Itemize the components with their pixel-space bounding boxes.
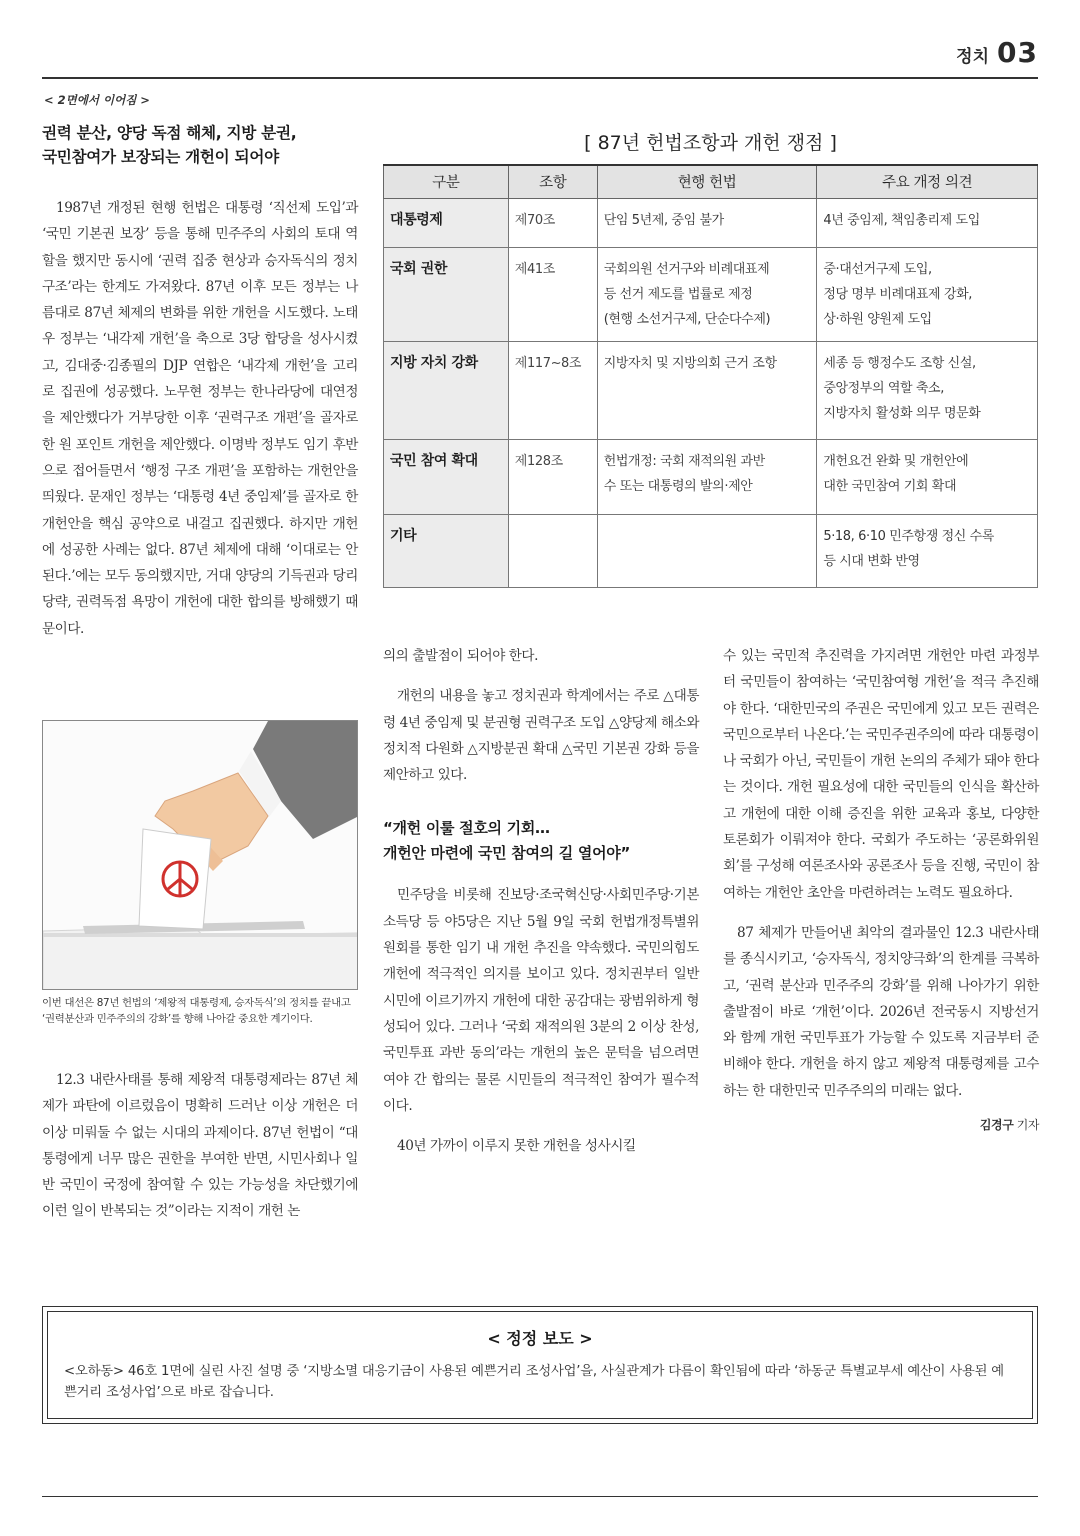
top-rule [42,77,1038,79]
row-category: 국회 권한 [384,247,509,341]
subheading-line-1: “개헌 이룰 절호의 기회… [383,819,550,838]
byline [723,1112,1039,1138]
table-row [384,247,1038,341]
cell-line: 국회의원 선거구와 비례대표제 [603,261,770,277]
cell-line: 개헌요건 완화 및 개헌안에 [823,453,969,469]
body-paragraph: 12.3 내란사태를 통해 제왕적 대통령제라는 87년 체제가 파탄에 이르렀음이 명확히 드러난 이상 개헌은 더 이상 미뤄둘 수 없는 시대의 과제이다. 87년 헌법이 “대통령에게 너무 많은 권한을 부여한 반면, 시민사회나 일반 국민이 국정에 참여할 수 있는 가능성을 차단했기에 이런 일이 반복되는 것”이라는 지적이 개헌 논 [42,1072,358,1220]
subheading-line-2: 개헌안 마련에 국민 참여의 길 열어야” [383,844,631,863]
row-proposal [817,341,1038,439]
table-row [384,439,1038,514]
cell-line: 헌법개정: 국회 재적의원 과반 [603,453,765,469]
cell-line: 등 선거 제도를 법률로 제정 [603,286,753,302]
column-1-bottom [42,1067,358,1225]
correction-inner [47,1311,1033,1419]
table-row [384,514,1038,587]
cell-line: (현행 소선거구제, 단순다수제) [603,311,771,327]
row-current [597,439,817,514]
table-row [384,341,1038,439]
cell-line: 세종 등 행정수도 조항 신설, [823,355,976,371]
cell-line: 대한 국민참여 기회 확대 [823,478,957,494]
reporter-role: 기자 [1013,1118,1039,1133]
cell-line: 정당 명부 비례대표제 강화, [823,286,972,302]
cell-line: 4년 중임제, 책임총리제 도입 [823,212,980,228]
col-header: 조항 [508,165,597,198]
column-3 [723,643,1039,1138]
ballot-photo [42,720,358,990]
cell-line: 단임 5년제, 중임 불가 [603,212,724,228]
cell-line: 5·18, 6·10 민주항쟁 정신 수록 [823,528,994,544]
row-article: 제128조 [508,439,597,514]
continued-note: < 2면에서 이어짐 > [44,93,150,107]
row-article: 제70조 [508,198,597,247]
page-header [956,36,1038,69]
row-proposal [817,514,1038,587]
cell-line: 지방자치 활성화 의무 명문화 [823,405,981,421]
row-category: 기타 [384,514,509,587]
table-header-row [384,165,1038,198]
page-number: 03 [997,36,1038,69]
row-current [597,341,817,439]
cell-line: 중·대선거구제 도입, [823,261,932,277]
reporter-name: 김경구 [979,1118,1014,1133]
section-name: 정치 [956,47,990,67]
correction-title: < 정정 보도 > [487,1329,593,1348]
body-paragraph: 수 있는 국민적 추진력을 가지려면 개헌안 마련 과정부터 국민들이 참여하는 ‘국민참여형 개헌’을 적극 추진해야 한다. ‘대한민국의 주권은 국민에게 있고 모든 권력은 국민으로부터 나온다.’는 국민주권주의에 따라 대통령이나 국회가 아닌, 국민들이 개헌 논의의 주체가 돼야 한다는 것이다. 개헌 필요성에 대한 국민들의 인식을 확산하고 개헌에 대한 이해 증진을 위한 교육과 홍보, 다양한 토론회가 이뤄져야 한다. 국회가 주도하는 ‘공론화위원회’를 구성해 여론조사와 공론조사 등을 진행, 국민이 참여하는 개헌안 초안을 마련하려는 노력도 필요하다. [723,648,1039,901]
row-proposal [817,439,1038,514]
row-proposal [817,247,1038,341]
subheading [383,816,699,866]
headline-line-2: 국민참여가 보장되는 개헌이 되어야 [42,148,279,166]
table-title: [ 87년 헌법조항과 개헌 쟁점 ] [584,132,837,154]
constitution-issues-table [383,164,1038,588]
photo-caption: 이번 대선은 87년 헌법의 ‘제왕적 대통령제, 승자독식’의 정치를 끝내고 ‘권력분산과 민주주의의 강화’를 향해 나아갈 중요한 계기이다. [42,997,351,1025]
body-paragraph: 개헌의 내용을 놓고 정치권과 학계에서는 주로 △대통령 4년 중임제 및 분권형 권력구조 도입 △양당제 해소와 정치적 다원화 △지방분권 확대 △국민 기본권 강화 등을 제안하고 있다. [383,688,699,784]
body-paragraph: 민주당을 비롯해 진보당·조국혁신당·사회민주당·기본소득당 등 야5당은 지난 5월 9일 국회 헌법개정특별위원회를 통한 임기 내 개헌 추진을 약속했다. 국민의힘도 개헌에 적극적인 의지를 보이고 있다. 정치권부터 일반 시민에 이르기까지 개헌에 대한 공감대는 광범위하게 형성되어 있다. 그러나 ‘국회 재적의원 3분의 2 이상 찬성, 국민투표 과반 동의’라는 개헌의 높은 문턱을 넘으려면 여야 간 합의는 물론 시민들의 적극적인 참여가 필수적이다. [383,887,699,1114]
row-proposal [817,198,1038,247]
row-current [597,198,817,247]
row-article: 제117~8조 [508,341,597,439]
col-header: 현행 헌법 [597,165,817,198]
column-1-top [42,195,358,642]
body-paragraph: 의의 출발점이 되어야 한다. [383,648,538,664]
row-category: 지방 자치 강화 [384,341,509,439]
hand-ballot-icon [43,721,358,990]
col-header: 주요 개정 의견 [817,165,1038,198]
row-category: 국민 참여 확대 [384,439,509,514]
row-category: 대통령제 [384,198,509,247]
article-headline [42,121,362,169]
cell-line: 수 또는 대통령의 발의·제안 [603,478,753,494]
col-header: 구분 [384,165,509,198]
cell-line: 지방자치 및 지방의회 근거 조항 [603,355,777,371]
cell-line: 상·하원 양원제 도입 [823,311,932,327]
row-article: 제41조 [508,247,597,341]
correction-body: <오하동> 46호 1면에 실린 사진 설명 중 ‘지방소멸 대응기금이 사용된 예쁜거리 조성사업’을, 사실관계가 다름이 확인됨에 따라 ‘하동군 특별교부세 예산이 사용된 예쁜거리 조성사업’으로 바로 잡습니다. [64,1364,1004,1400]
cell-line: 중앙정부의 역할 축소, [823,380,944,396]
row-current [597,514,817,587]
body-paragraph: 1987년 개정된 현행 헌법은 대통령 ‘직선제 도입’과 ‘국민 기본권 보장’ 등을 통해 민주주의 사회의 토대 역할을 했지만 동시에 ‘권력 집중 현상과 승자독식의 정치구조’라는 한계도 가져왔다. 87년 이후 모든 정부는 나름대로 87년 체제의 변화를 위한 개헌을 시도했다. 노태우 정부는 ‘내각제 개헌’을 축으로 3당 합당을 성사시켰고, 김대중·김종필의 DJP 연합은 ‘내각제 개헌’을 고리로 집권에 성공했다. 노무현 정부는 한나라당에 대연정을 제안했다가 거부당한 이후 ‘권력구조 개편’을 골자로 한 원 포인트 개헌을 제안했다. 이명박 정부도 임기 후반으로 접어들면서 ‘행정 구조 개편’을 포함하는 개헌안을 띄웠다. 문재인 정부는 ‘대통령 4년 중임제’를 골자로 한 개헌안을 핵심 공약으로 내걸고 집권했다. 하지만 개헌에 성공한 사례는 없다. 87년 체제에 대해 ‘이대로는 안 된다.’에는 모두 동의했지만, 거대 양당의 기득권과 당리당략, 권력독점 욕망이 개헌에 대한 합의를 방해했기 때문이다. [42,200,358,637]
headline-line-1: 권력 분산, 양당 독점 해체, 지방 분권, [42,124,297,142]
body-paragraph: 87 체제가 만들어낸 최악의 결과물인 12.3 내란사태를 종식시키고, ‘승자독식, 정치양극화’의 한계를 극복하고, ‘권력 분산과 민주주의 강화’를 위해 나아가기 위한 출발점이 바로 ‘개헌’이다. 2026년 전국동시 지방선거와 함께 개헌 국민투표가 가능할 수 있도록 지금부터 준비해야 한다. 개헌을 하지 않고 제왕적 대통령제를 고수하는 한 대한민국 민주주의의 미래는 없다. [723,924,1039,1099]
table-row [384,198,1038,247]
column-2 [383,643,699,1159]
correction-box [42,1306,1038,1424]
row-article [508,514,597,587]
bottom-rule [42,1496,1038,1497]
body-paragraph: 40년 가까이 이루지 못한 개헌을 성사시킬 [397,1138,636,1155]
row-current [597,247,817,341]
cell-line: 등 시대 변화 반영 [823,553,920,569]
